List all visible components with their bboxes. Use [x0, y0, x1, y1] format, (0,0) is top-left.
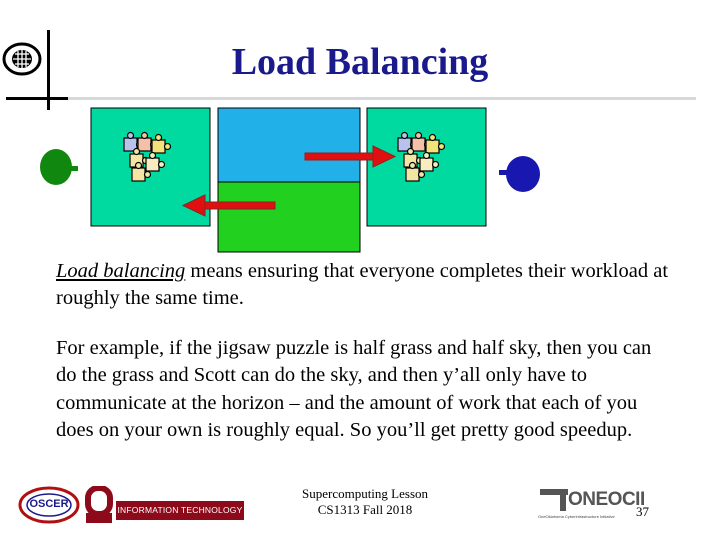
oscer-logo — [18, 486, 80, 524]
definition-paragraph — [56, 258, 676, 313]
slide-title: Load Balancing — [231, 41, 489, 83]
oneocii-logo-text: ONEOCII — [568, 489, 645, 510]
oneocii-tagline: OneOklahoma Cyberinfrastructure Initiative — [538, 514, 615, 519]
person-icon — [40, 149, 78, 185]
example-paragraph: For example, if the jigsaw puzzle is half grass and half sky, then you can do the grass and Scott can do the sky, and then y’all only have to communicate at the horizon – and the amount of work that each of you does on your own is roughly equal. So you’ll get pretty good speedup. — [56, 337, 652, 441]
footer-course: CS1313 Fall 2018 — [317, 502, 413, 518]
footer-center — [280, 486, 450, 519]
sky-half — [218, 108, 360, 182]
oscer-logo-text: OSCER — [29, 498, 69, 510]
footer-lesson: Supercomputing Lesson — [301, 486, 428, 501]
person-icon — [499, 156, 540, 192]
definition-text: means ensuring that everyone completes their workload at roughly the same time. — [56, 260, 669, 310]
it-logo: INFORMATION TECHNOLOGY — [116, 501, 244, 520]
grass-half — [218, 182, 360, 252]
ou-logo-icon — [84, 486, 114, 524]
page-number: 37 — [636, 504, 649, 519]
load-balancing-term: Load balancing — [56, 260, 186, 282]
load-balancing-illustration — [0, 100, 720, 260]
